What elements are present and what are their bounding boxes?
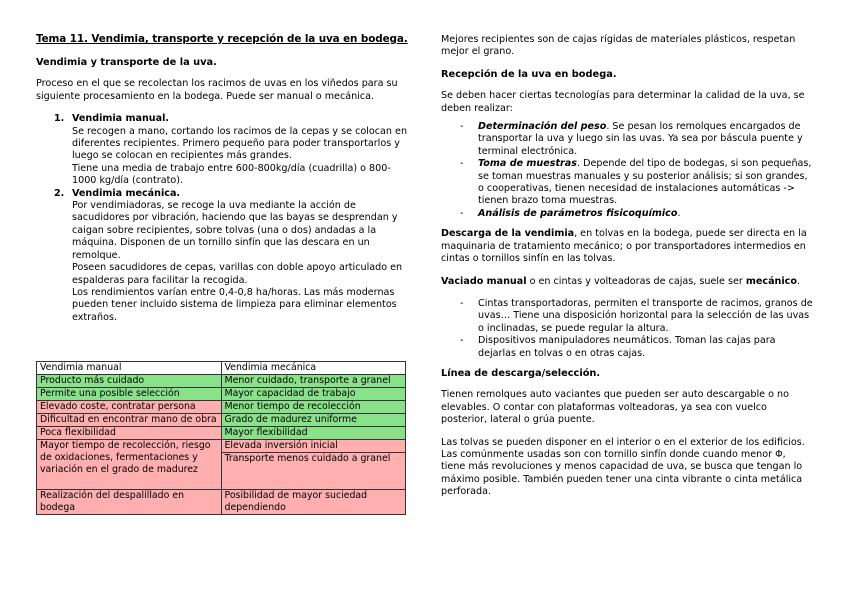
table-cell: Mayor capacidad de trabajo — [221, 388, 406, 401]
vaciado-term-mecanico: mecánico — [745, 275, 797, 287]
list-item-term: Toma de muestras — [478, 158, 577, 170]
descarga-paragraph — [441, 228, 813, 265]
list-item — [460, 158, 813, 208]
table-row — [37, 401, 406, 414]
list-item-text: . — [677, 207, 681, 219]
list-item-text: Cintas transportadoras, permiten el transporte de racimos, granos de uvas… Tiene una disposición horizontal para la selección de las uvas o inclinadas, se puede regular la altura. — [478, 297, 813, 334]
dash-bullet-icon: - — [460, 335, 464, 347]
section-heading-recepcion: Recepción de la uva en bodega. — [441, 68, 617, 80]
list-paragraph: Los rendimientos varían entre 0,4-0,8 ha/horas. Las más modernas pueden tener incluido sistema de limpieza para eliminar elementos extraños. — [72, 286, 397, 323]
table-cell: Posibilidad de mayor suciedad dependiendo — [221, 490, 406, 515]
remolques-paragraph: Tienen remolques auto vaciantes que pueden ser auto descargable o no elevables. O contar con plataformas volteadoras, ya sea con vuelco posterior, lateral o grúa puente. — [441, 389, 790, 426]
table-header-cell: Vendimia mecánica — [221, 362, 406, 375]
table-row — [37, 414, 406, 427]
table-cell: Transporte menos cuidado a granel — [221, 453, 406, 490]
section-heading-linea: Línea de descarga/selección. — [441, 367, 601, 379]
vendimia-types-list — [36, 113, 408, 324]
punctuation: . — [796, 275, 800, 287]
tecnologias-paragraph: Se deben hacer ciertas tecnologías para determinar la calidad de la uva, se deben realizar: — [441, 90, 805, 114]
descarga-text: , en tolvas en la bodega, puede ser directa en la maquinaria de tratamiento mecánico; o por transportadores intermedios en cintas o tornillos sinfín en las tolvas. — [441, 228, 807, 265]
table-row — [37, 440, 406, 453]
list-item-text: Dispositivos manipuladores neumáticos. Toman las cajas para dejarlas en tolvas o en otras cajas. — [478, 335, 776, 359]
left-column — [36, 33, 408, 330]
list-item-term: Determinación del peso — [478, 121, 607, 133]
table-cell: Mayor flexibilidad — [221, 427, 406, 440]
table-header-cell: Vendimia manual — [37, 362, 222, 375]
list-item-manual — [54, 113, 408, 187]
vaciado-list — [441, 298, 813, 360]
tolvas-paragraph: Las tolvas se pueden disponer en el interior o en el exterior de los edificios. Las comúnmente usadas son con tornillo sinfín donde cuando menor Φ, tiene más revoluciones y menos capacidad de uva, se busca que tengan lo máximo posible. También pueden tener una cinta vibrante o cinta metálica perforada. — [441, 436, 805, 498]
list-number: 2. — [54, 187, 65, 199]
page-title: Tema 11. Vendimia, transporte y recepción de la uva en bodega. — [36, 33, 408, 45]
table-cell: Elevada inversión inicial — [221, 440, 406, 453]
dash-bullet-icon: - — [460, 207, 464, 219]
comparison-table — [36, 361, 406, 515]
list-item-heading: Vendimia manual. — [72, 113, 170, 125]
list-item-mecanica — [54, 187, 408, 324]
list-paragraph: Tiene una media de trabajo entre 600-800kg/día (cuadrilla) o 800-1000 kg/día (contrato). — [72, 162, 391, 187]
descarga-term: Descarga de la vendimia — [441, 228, 575, 240]
table-cell: Elevado coste, contratar persona — [37, 401, 222, 414]
intro-paragraph: Proceso en el que se recolectan los racimos de uvas en los viñedos para su siguiente procesamiento en la bodega. Puede ser manual o mecánica. — [36, 78, 398, 102]
list-item — [460, 335, 813, 360]
section-heading-vendimia: Vendimia y transporte de la uva. — [36, 57, 217, 68]
vaciado-text: o en cintas y volteadoras de cajas, suele ser — [526, 275, 746, 287]
list-item — [460, 207, 813, 220]
table-row — [37, 490, 406, 515]
list-item — [460, 121, 813, 158]
table-cell: Poca flexibilidad — [37, 427, 222, 440]
reception-steps-list — [441, 121, 813, 220]
vaciado-term: Vaciado manual — [441, 275, 527, 287]
list-paragraph: Poseen sacudidores de cepas, varillas con doble apoyo articulado en espalderas para facilitar la recogida. — [72, 262, 403, 286]
list-item-heading: Vendimia mecánica. — [72, 187, 181, 199]
dash-bullet-icon: - — [460, 297, 464, 309]
table-cell: Menor tiempo de recolección — [221, 401, 406, 414]
table-header-row — [37, 362, 406, 375]
table-cell: Producto más cuidado — [37, 375, 222, 388]
table-row — [37, 388, 406, 401]
list-item-term: Análisis de parámetros fisicoquímico — [478, 207, 678, 219]
table-cell: Menor cuidado, transporte a granel — [221, 375, 406, 388]
list-paragraph: Por vendimiadoras, se recoge la uva mediante la acción de sacudidores por vibración, haciendo que las bayas se desprendan y caigan sobre recipientes, sobre tolvas (una o dos) andadas a la máquina. Disponen de un tornillo sinfín que las descara en un remolque. — [72, 200, 398, 261]
table-cell: Permite una posible selección — [37, 388, 222, 401]
recipientes-paragraph: Mejores recipientes son de cajas rígidas de materiales plásticos, respetan mejor el grano. — [441, 34, 796, 58]
right-column — [441, 34, 813, 509]
table-cell: Mayor tiempo de recolección, riesgo de oxidaciones, fermentaciones y variación en el grado de madurez — [37, 440, 222, 490]
table-cell: Grado de madurez uniforme — [221, 414, 406, 427]
list-item-text: . Depende del tipo de bodegas, si son pequeñas, se toman muestras manuales y su posterior análisis; si son grandes, o cooperativas, tienen necesidad de instalaciones automáticas -> tienen brazo toma muestras. — [478, 158, 812, 207]
list-number: 1. — [54, 113, 65, 125]
dash-bullet-icon: - — [460, 158, 464, 170]
list-item-text: . Se pesan los remolques encargados de transportar la uva y luego sin las uvas. Ya sea por báscula puente y terminal electrónica. — [478, 121, 803, 157]
list-item — [460, 297, 813, 335]
table-cell: Dificultad en encontrar mano de obra — [37, 414, 222, 427]
vaciado-paragraph — [441, 276, 813, 288]
dash-bullet-icon: - — [460, 121, 464, 133]
list-paragraph: Se recogen a mano, cortando los racimos de la cepas y se colocan en diferentes recipientes. Primero pequeño para poder transportarlos y luego se colocan en recipientes más grandes. — [72, 125, 408, 162]
table-cell: Realización del despalillado en bodega — [37, 490, 222, 515]
table-row — [37, 427, 406, 440]
table-row — [37, 375, 406, 388]
